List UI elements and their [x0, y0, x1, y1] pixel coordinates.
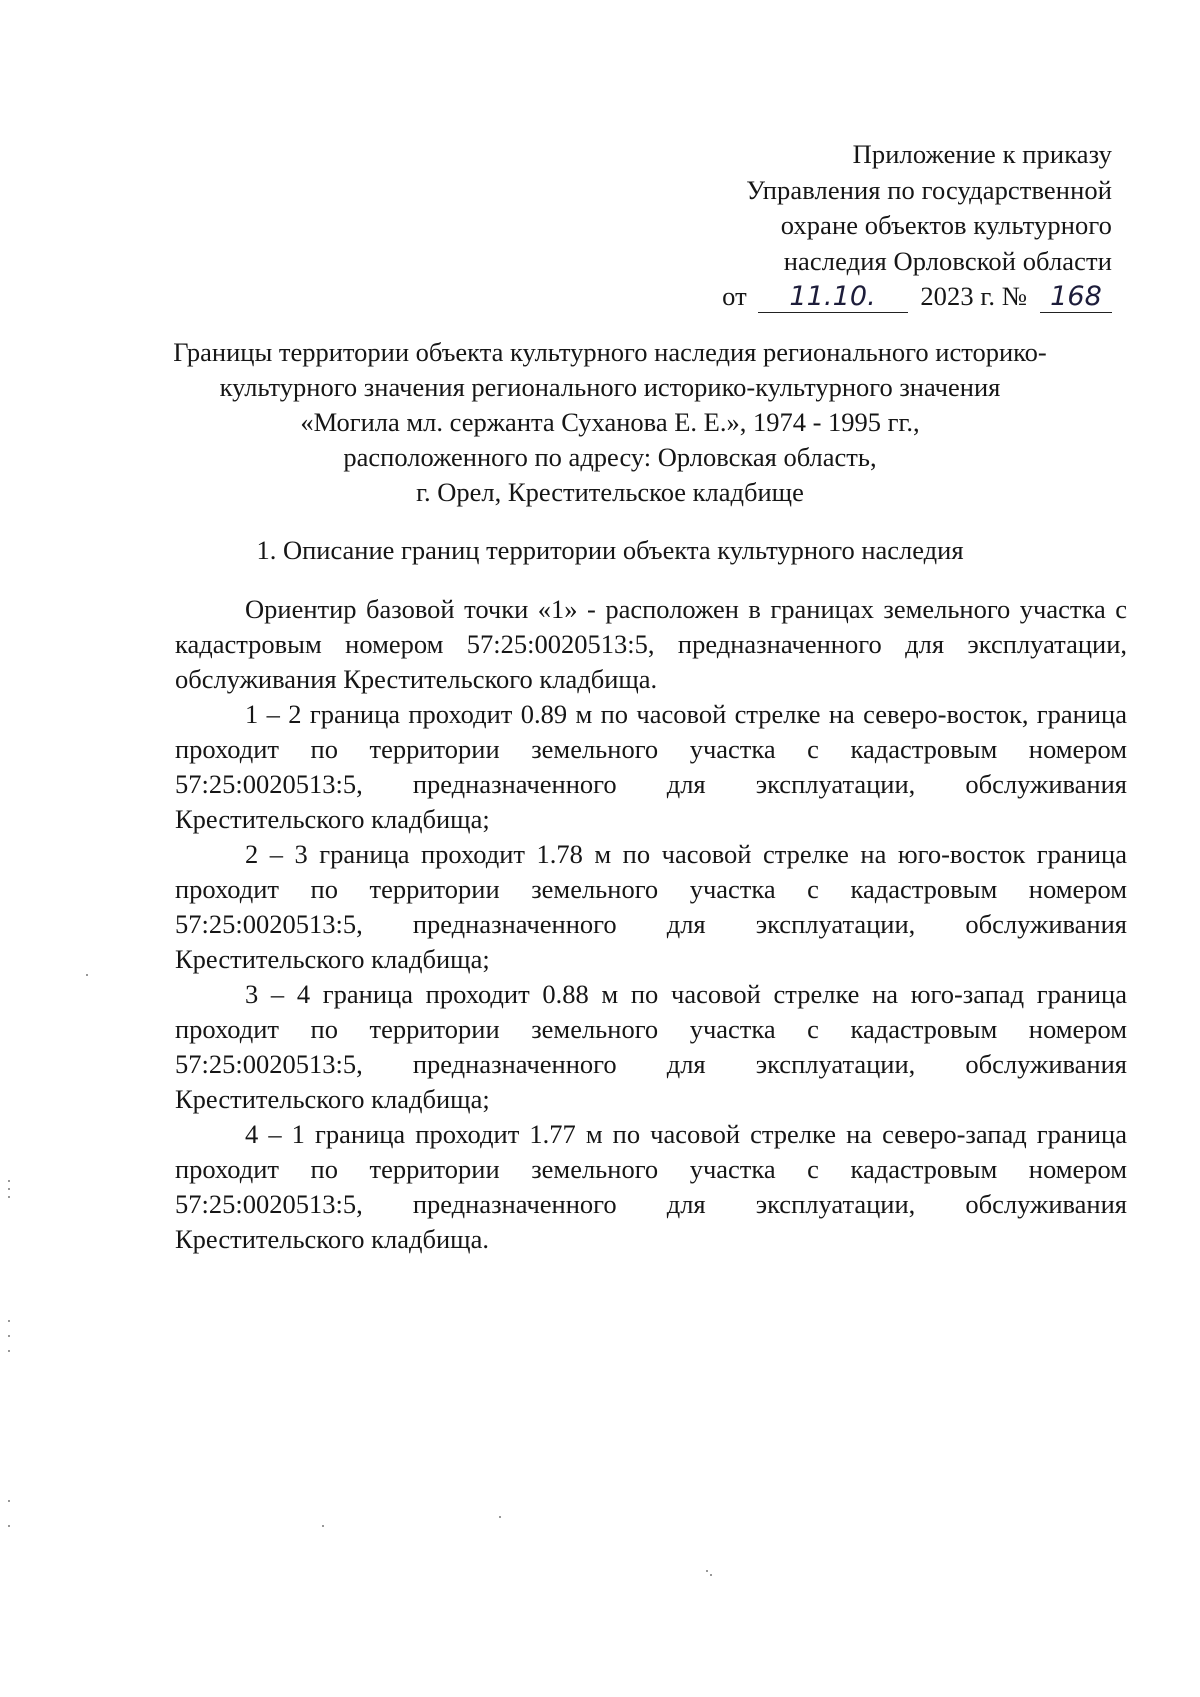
title-line-2: культурного значения регионального историко-культурного значения — [219, 372, 1001, 402]
paragraph-segment-1-2: 1 – 2 граница проходит 0.89 м по часовой стрелке на северо-восток, граница проходит по территории земельного участка с кадастровым номером 57:25:0020513:5, предназначенного для эксплуатации, обслуживания Крестительского кладбища; — [175, 699, 1127, 834]
scan-speck — [8, 1500, 10, 1502]
section-heading: 1. Описание границ территории объекта культурного наследия — [256, 535, 964, 565]
scan-speck — [8, 1525, 10, 1527]
scan-speck — [86, 974, 88, 976]
scan-speck — [499, 1516, 501, 1518]
date-prefix: от — [722, 281, 747, 311]
scan-speck — [8, 1196, 10, 1198]
appendix-line-1: Приложение к приказу — [852, 139, 1112, 169]
paragraph-segment-3-4: 3 – 4 граница проходит 0.88 м по часовой стрелке на юго-запад граница проходит по территории земельного участка с кадастровым номером 57:25:0020513:5, предназначенного для эксплуатации, обслуживания Крестительского кладбища; — [175, 979, 1127, 1114]
title-line-4: расположенного по адресу: Орловская область, — [343, 442, 877, 472]
appendix-line-3: охране объектов культурного — [780, 210, 1112, 240]
handwritten-date: 11.10. — [758, 282, 908, 313]
title-line-5: г. Орел, Крестительское кладбище — [416, 477, 804, 507]
appendix-line-4: наследия Орловской области — [783, 245, 1112, 276]
handwritten-order-number: 168 — [1040, 282, 1112, 313]
appendix-date-line — [722, 279, 1112, 315]
scan-speck — [706, 1570, 708, 1572]
scan-speck — [8, 1350, 10, 1352]
scan-speck — [8, 1180, 10, 1182]
scan-speck — [8, 1335, 10, 1337]
paragraph-segment-4-1: 4 – 1 граница проходит 1.77 м по часовой стрелке на северо-запад граница проходит по территории земельного участка с кадастровым номером 57:25:0020513:5, предназначенного для эксплуатации, обслуживания Крестительского кладбища. — [175, 1119, 1127, 1254]
paragraph-segment-2-3: 2 – 3 граница проходит 1.78 м по часовой стрелке на юго-восток граница проходит по территории земельного участка с кадастровым номером 57:25:0020513:5, предназначенного для эксплуатации, обслуживания Крестительского кладбища; — [175, 839, 1127, 974]
title-line-1: Границы территории объекта культурного наследия регионального историко- — [173, 337, 1047, 367]
paragraph-base-point: Ориентир базовой точки «1» - расположен в границах земельного участка с кадастровым номером 57:25:0020513:5, предназначенного для эксплуатации, обслуживания Крестительского кладбища. — [175, 594, 1127, 694]
scan-speck — [710, 1574, 712, 1576]
scan-speck — [8, 1320, 10, 1322]
title-line-3: «Могила мл. сержанта Суханова Е. Е.», 1974 - 1995 гг., — [300, 407, 920, 437]
year-text: 2023 г. № — [920, 281, 1028, 311]
scan-speck — [322, 1525, 324, 1527]
appendix-line-2: Управления по государственной — [746, 174, 1112, 205]
scan-speck — [8, 1188, 10, 1190]
appendix-header — [722, 137, 1112, 315]
document-title — [160, 335, 1060, 510]
boundary-description — [175, 592, 1127, 1257]
